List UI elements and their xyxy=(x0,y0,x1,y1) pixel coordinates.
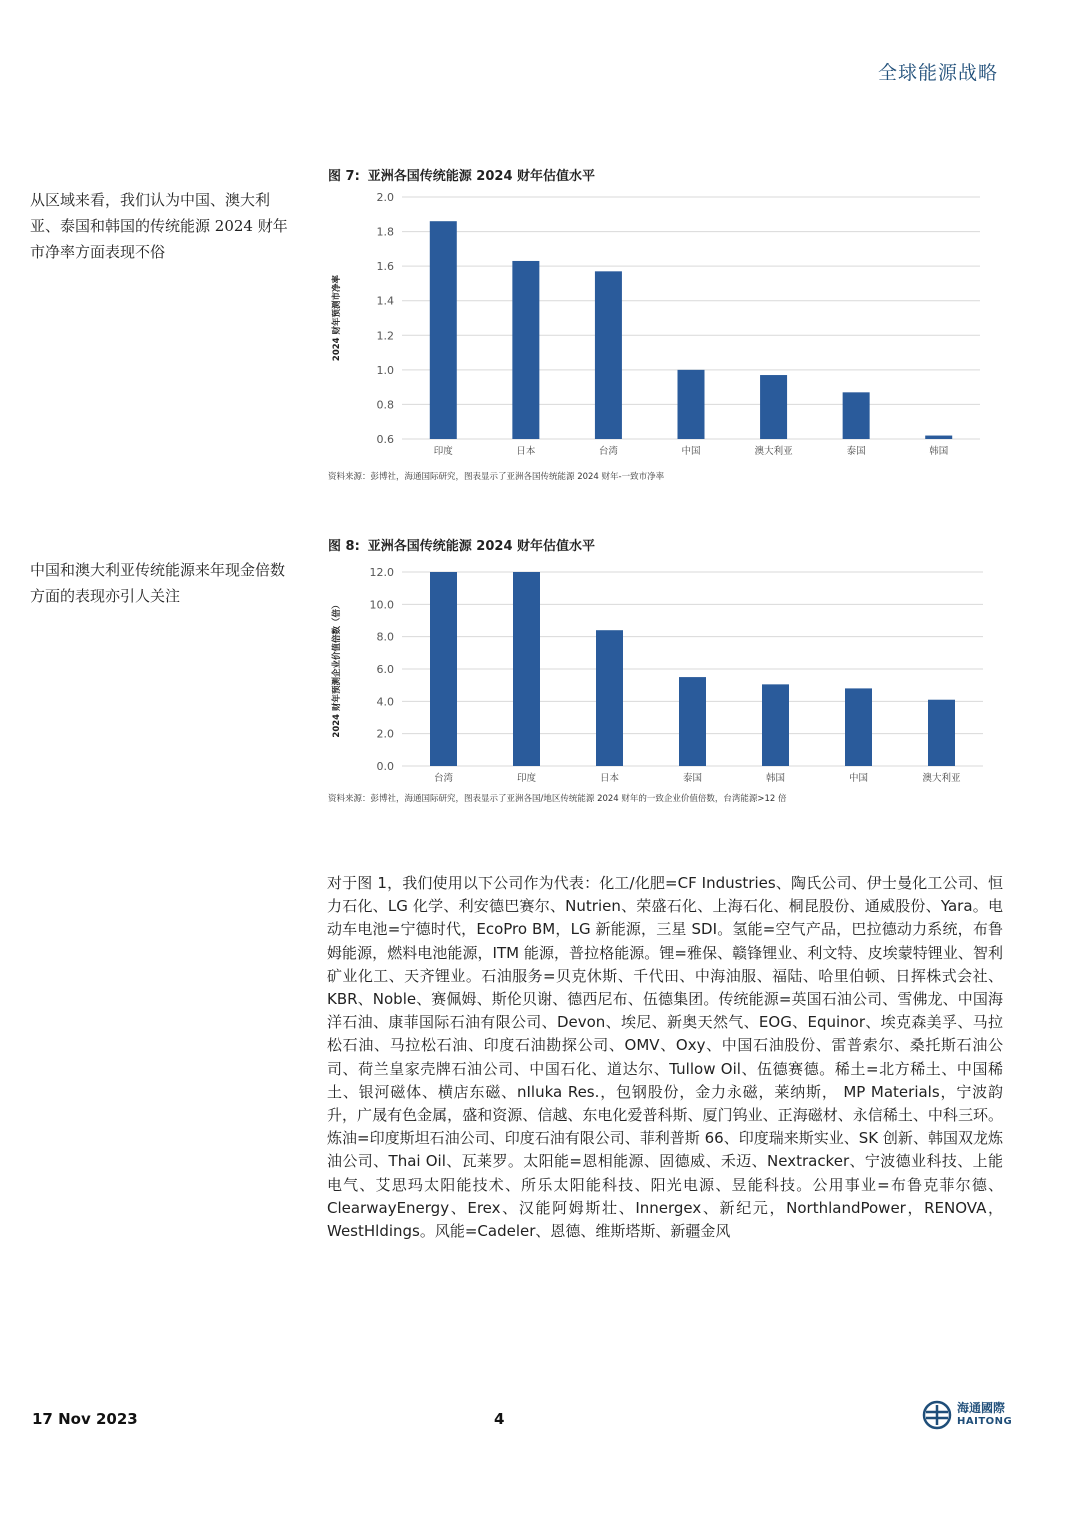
figure-8-title xyxy=(328,535,595,554)
bar xyxy=(760,375,787,439)
y-axis-label: 2024 财年预测企业价值倍数（倍） xyxy=(332,600,342,738)
footer-date: 17 Nov 2023 xyxy=(32,1410,138,1428)
figure-8-caption: 亚洲各国传统能源 2024 财年估值水平 xyxy=(367,539,596,554)
haitong-logo xyxy=(922,1400,1012,1430)
logo-chinese-text: 海通國際 xyxy=(957,1401,1006,1415)
report-header-title: 全球能源战略 xyxy=(877,62,998,84)
bar xyxy=(430,572,457,766)
x-tick-label: 日本 xyxy=(516,446,536,457)
x-tick-label: 泰国 xyxy=(846,446,866,457)
y-tick-label: 2.0 xyxy=(376,191,394,204)
y-tick-label: 12.0 xyxy=(369,566,394,579)
bar xyxy=(430,221,457,439)
bar xyxy=(596,630,623,766)
bar xyxy=(762,684,789,766)
x-tick-label: 韩国 xyxy=(765,773,786,784)
y-tick-label: 2.0 xyxy=(376,727,394,741)
figure-7-title xyxy=(328,165,595,184)
x-tick-label: 台湾 xyxy=(433,773,454,784)
y-tick-label: 1.8 xyxy=(376,225,394,239)
x-tick-label: 澳大利亚 xyxy=(922,773,961,784)
y-tick-label: 0.8 xyxy=(376,398,394,412)
y-tick-label: 0.6 xyxy=(376,433,394,446)
x-tick-label: 韩国 xyxy=(929,446,949,457)
y-tick-label: 1.4 xyxy=(376,294,394,308)
x-tick-label: 澳大利亚 xyxy=(754,446,793,457)
bar xyxy=(512,261,539,439)
figure-8-label: 图 8: xyxy=(328,539,360,554)
haitong-logo-icon xyxy=(922,1400,952,1430)
bar xyxy=(925,436,952,439)
bar xyxy=(679,677,706,766)
figure-7-chart xyxy=(325,185,995,465)
y-tick-label: 10.0 xyxy=(369,598,394,612)
bar xyxy=(928,700,955,766)
x-tick-label: 中国 xyxy=(848,773,869,784)
x-tick-label: 日本 xyxy=(599,773,620,784)
logo-english-text: HAITONG xyxy=(957,1416,1013,1427)
y-axis-label: 2024 财年预测市净率 xyxy=(332,274,342,362)
bar xyxy=(513,572,540,766)
body-paragraph: 对于图 1，我们使用以下公司作为代表：化工/化肥=CF Industries、陶氏公司、伊士曼化工公司、恒力石化、LG 化学、利安德巴赛尔、Nutrien、荣盛石化、上海石化、桐昆股份、通威股份、Yara。电动车电池=宁德时代，EcoPro BM，LG 新能源，三星 SDI。氢能=空气产品，巴拉德动力系统，布鲁姆能源，燃料电池能源，ITM 能源，普拉格能源。锂=雅保、赣锋锂业、利文特、皮埃蒙特锂业、智利矿业化工、天齐锂业。石油服务=贝克休斯、千代田、中海油服、福陆、哈里伯顿、日挥株式会社、KBR、Noble、赛佩姆、斯伦贝谢、德西尼布、伍德集团。传统能源=英国石油公司、雪佛龙、中国海洋石油、康菲国际石油有限公司、Devon、埃尼、新奥天然气、EOG、Equinor、埃克森美孚、马拉松石油、马拉松石油、印度石油勘探公司、OMV、Oxy、中国石油股份、雷普索尔、桑托斯石油公司、荷兰皇家壳牌石油公司、中国石化、道达尔、Tullow Oil、伍德赛德。稀土=北方稀土、中国稀土、银河磁体、横店东磁、nIluka Res.，包钢股份，金力永磁，莱纳斯， MP Materials，宁波韵升，广晟有色金属，盛和资源、信越、东电化爱普科斯、厦门钨业、正海磁材、永信稀土、中科三环。炼油=印度斯坦石油公司、印度石油有限公司、菲利普斯 66、印度瑞来斯实业、SK 创新、韩国双龙炼油公司、Thai Oil、瓦莱罗。太阳能=恩相能源、固德威、禾迈、Nextracker、宁波德业科技、上能电气、艾思玛太阳能技术、所乐太阳能科技、阳光电源、昱能科技。公用事业=布鲁克菲尔德、ClearwayEnergy、Erex、汉能阿姆斯壮、Innergex、新纪元，NorthlandPower，RENOVA，WestHldings。风能=Cadeler、恩德、维斯塔斯、新疆金风 xyxy=(327,874,1003,1241)
x-tick-label: 台湾 xyxy=(598,446,618,457)
side-note-1: 从区域来看，我们认为中国、澳大利亚、泰国和韩国的传统能源 2024 财年市净率方面表现不俗 xyxy=(30,191,288,261)
bar xyxy=(843,392,870,439)
y-tick-label: 6.0 xyxy=(376,663,394,676)
page-number: 4 xyxy=(494,1410,505,1428)
figure-7-caption: 亚洲各国传统能源 2024 财年估值水平 xyxy=(367,169,596,184)
figure-8-source: 资料来源：彭博社，海通国际研究，图表显示了亚洲各国/地区传统能源 2024 财年的一致企业价值倍数，台湾能源>12 倍 xyxy=(328,794,787,804)
bar xyxy=(595,271,622,439)
y-tick-label: 1.2 xyxy=(376,329,394,343)
side-note-2: 中国和澳大利亚传统能源来年现金倍数方面的表现亦引人关注 xyxy=(30,561,286,605)
x-tick-label: 中国 xyxy=(681,446,701,457)
x-tick-label: 印度 xyxy=(433,446,453,457)
figure-8-chart xyxy=(325,560,995,790)
y-tick-label: 0.0 xyxy=(376,760,394,773)
x-tick-label: 印度 xyxy=(516,773,537,784)
bar xyxy=(845,688,872,766)
figure-7-label: 图 7: xyxy=(328,169,360,184)
y-tick-label: 4.0 xyxy=(376,695,394,709)
y-tick-label: 1.0 xyxy=(376,363,394,377)
y-tick-label: 1.6 xyxy=(376,260,394,274)
bar xyxy=(678,370,705,439)
y-tick-label: 8.0 xyxy=(376,630,394,644)
figure-7-source: 资料来源：彭博社，海通国际研究，图表显示了亚洲各国传统能源 2024 财年-一致市净率 xyxy=(328,472,665,482)
x-tick-label: 泰国 xyxy=(682,773,703,784)
